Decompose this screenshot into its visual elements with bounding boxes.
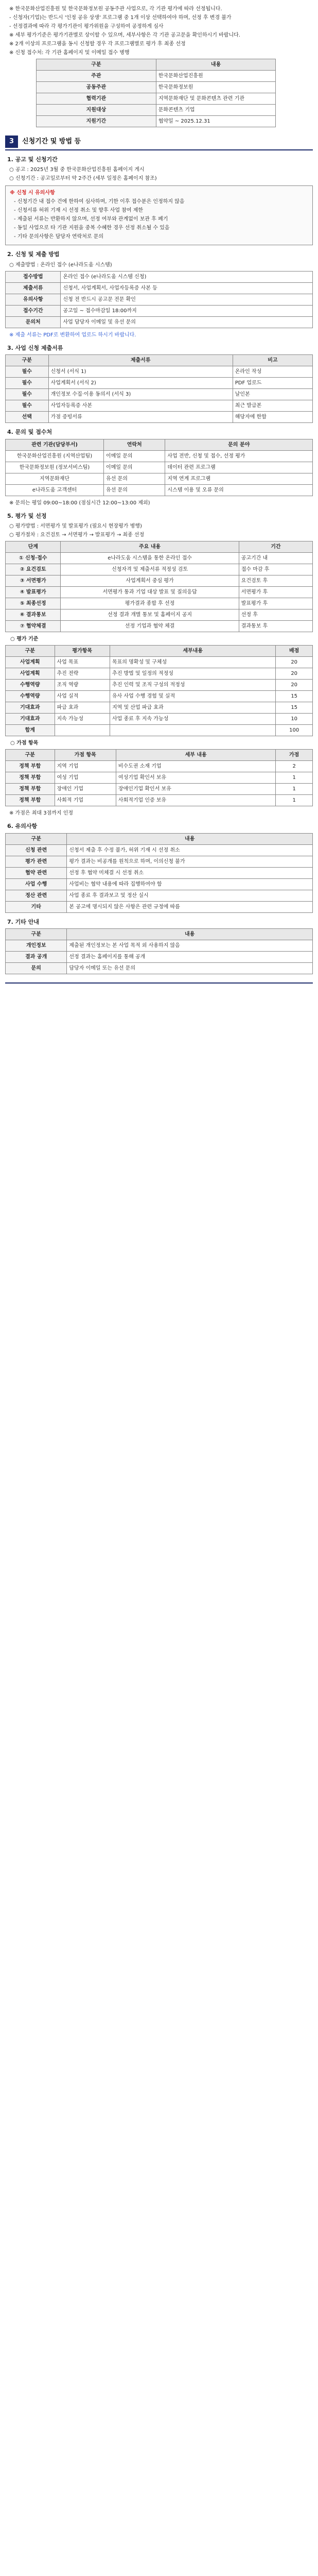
table-cell: 필수 <box>6 378 49 389</box>
table-row <box>6 844 313 856</box>
table-cell: 신청서, 사업계획서, 사업자등록증 사본 등 <box>61 282 313 294</box>
column-header: 관련 기관(담당부서) <box>6 439 104 450</box>
text-line: ○ 공고 : 2025년 3월 중 한국문화산업진흥원 홈페이지 게시 <box>9 167 145 173</box>
table-row <box>6 473 313 484</box>
table-cell: 사업 종료 후 지속 가능성 <box>110 714 275 725</box>
table-row <box>6 795 313 806</box>
contact-table <box>5 439 313 496</box>
table-cell: 해당자에 한함 <box>233 412 312 423</box>
table-cell: 추진 전략 <box>55 668 110 680</box>
table-cell: 한국문화정보원 <box>156 82 276 93</box>
footer-divider <box>5 982 313 984</box>
table-cell: 서면평가 통과 기업 대상 발표 및 질의응답 <box>61 587 239 598</box>
table-cell: 사업비는 협약 내용에 따라 집행하여야 함 <box>67 878 313 890</box>
table-row <box>6 282 313 294</box>
table-row <box>6 761 313 772</box>
section-number: 3 <box>5 135 18 148</box>
table-cell: 문의처 <box>6 316 61 328</box>
application-notice-box <box>5 185 313 245</box>
table-cell: 1 <box>276 772 313 784</box>
table-cell: 여성기업 확인서 보유 <box>116 772 275 784</box>
evaluation-steps-table <box>5 541 313 632</box>
intro-lines <box>5 5 313 57</box>
table-row <box>6 598 313 609</box>
section-3-header <box>5 135 313 150</box>
table-cell: 정책 부합 <box>6 761 55 772</box>
table-row <box>6 553 313 564</box>
evaluation-intro-lines <box>5 522 313 539</box>
table-cell: 지역문화재단 <box>6 473 104 484</box>
table-cell: 20 <box>276 657 313 668</box>
table-cell: 수행역량 <box>6 680 55 691</box>
table-row <box>6 668 313 680</box>
table-cell: ② 요건검토 <box>6 564 61 575</box>
text-line: ※ 한국문화산업진흥원 및 한국문화정보원 공동주관 사업으로, 각 기관 평가에 따라 선정됩니다. <box>9 6 222 12</box>
table-row <box>6 691 313 702</box>
submission-lines <box>5 261 313 269</box>
table-row <box>6 856 313 867</box>
table-cell: 필수 <box>6 366 49 378</box>
table-row <box>6 575 313 587</box>
table-row <box>6 564 313 575</box>
table-row <box>6 271 313 282</box>
criteria-table <box>5 645 313 736</box>
table-cell: 접수기간 <box>6 305 61 316</box>
table-cell: 가점 증빙서류 <box>48 412 233 423</box>
table-cell: 사회적 기업 <box>55 795 116 806</box>
table-cell: 최근 발급본 <box>233 400 312 412</box>
column-header: 구분 <box>6 355 49 366</box>
sub-heading-documents: 3. 사업 신청 제출서류 <box>7 344 63 351</box>
bonus-footer-note: ※ 가점은 최대 3점까지 인정 <box>9 810 74 816</box>
table-cell: 공고일 ~ 접수마감일 18:00까지 <box>61 305 313 316</box>
sub-heading-announcement: 1. 공고 및 신청기간 <box>7 156 58 163</box>
notice-heading: ※ 신청 시 유의사항 <box>10 190 55 196</box>
text-line: - 기타 문의사항은 담당자 연락처로 문의 <box>14 234 104 240</box>
column-header: 구분 <box>6 750 55 761</box>
text-line: - 선정결과에 따라 각 평가기관이 평가위원을 구성하여 공정하게 심사 <box>9 24 164 29</box>
column-header: 내용 <box>67 929 313 940</box>
text-line: ※ 세부 평가기준은 평가기관별로 상이할 수 있으며, 세부사항은 각 기관 공고문을 확인하시기 바랍니다. <box>9 32 240 38</box>
table-cell: 100 <box>276 725 313 736</box>
sub-heading-cautions: 6. 유의사항 <box>7 823 38 829</box>
column-header: 제출서류 <box>48 355 233 366</box>
submission-method-table <box>5 271 313 328</box>
table-cell: 사업 실적 <box>55 691 110 702</box>
table-row <box>6 784 313 795</box>
table-cell: 선정 후 협약 미체결 시 선정 취소 <box>67 867 313 878</box>
table-row <box>37 116 276 127</box>
table-cell: 신청서 (서식 1) <box>48 366 233 378</box>
table-row <box>6 305 313 316</box>
table-row <box>6 867 313 878</box>
table-cell: 문화콘텐츠 기업 <box>156 105 276 116</box>
column-header: 평가항목 <box>55 646 110 657</box>
column-header: 내용 <box>67 833 313 844</box>
submission-footer-note: ※ 제출 서류는 PDF로 변환하여 업로드 하시기 바랍니다. <box>9 332 136 338</box>
table-cell: 비수도권 소재 기업 <box>116 761 275 772</box>
table-cell: 선정 기업과 협약 체결 <box>61 621 239 632</box>
table-row <box>6 657 313 668</box>
announcement-lines <box>5 166 313 182</box>
table-cell: 10 <box>276 714 313 725</box>
column-header: 구분 <box>37 59 156 71</box>
table-cell: 장애인기업 확인서 보유 <box>116 784 275 795</box>
table-row <box>6 412 313 423</box>
table-cell: 신청 관련 <box>6 844 67 856</box>
table-cell: 공동주관 <box>37 82 156 93</box>
table-row <box>6 901 313 912</box>
table-cell: 한국문화정보원 (정보서비스팀) <box>6 462 104 473</box>
text-line: - 신청자(기업)는 반드시 '인정 공유 상생' 프로그램 중 1개 이상 선택하여야 하며, 선정 후 변경 불가 <box>9 15 232 21</box>
table-cell: ⑥ 결과통보 <box>6 609 61 621</box>
table-cell: 20 <box>276 668 313 680</box>
table-cell: 추진 방법 및 일정의 적정성 <box>110 668 275 680</box>
table-cell: ⑤ 최종선정 <box>6 598 61 609</box>
table-cell: 제출된 개인정보는 본 사업 목적 외 사용하지 않음 <box>67 940 313 952</box>
table-cell: 기대효과 <box>6 714 55 725</box>
table-cell: 2 <box>276 761 313 772</box>
sub-heading-evaluation: 5. 평가 및 선정 <box>7 512 47 519</box>
table-cell: ⑦ 협약체결 <box>6 621 61 632</box>
table-cell: 정책 부합 <box>6 772 55 784</box>
table-cell: e나라도움 고객센터 <box>6 484 104 496</box>
table-row <box>6 366 313 378</box>
table-row <box>6 294 313 305</box>
table-cell: 합계 <box>6 725 55 736</box>
table-cell: 지역 연계 프로그램 <box>165 473 313 484</box>
table-cell: 발표평가 후 <box>239 598 312 609</box>
table-row <box>37 93 276 105</box>
column-header: 내용 <box>156 59 276 71</box>
column-header: 비고 <box>233 355 312 366</box>
table-cell: 목표의 명확성 및 구체성 <box>110 657 275 668</box>
text-line: ※ 2개 이상의 프로그램을 동시 신청할 경우 각 프로그램별로 평가 후 최종 선정 <box>9 41 186 47</box>
table-row <box>6 890 313 901</box>
table-cell: 개인정보 수집·이용 동의서 (서식 3) <box>48 389 233 400</box>
table-cell: ① 신청·접수 <box>6 553 61 564</box>
table-cell: 본 공고에 명시되지 않은 사항은 관련 규정에 따름 <box>67 901 313 912</box>
table-cell: 지역문화재단 및 문화콘텐츠 관련 기관 <box>156 93 276 105</box>
table-cell: 온라인 작성 <box>233 366 312 378</box>
table-cell: 담당자 이메일 또는 유선 문의 <box>67 963 313 974</box>
table-cell: 기타 <box>6 901 67 912</box>
table-cell: 선정 결과는 홈페이지를 통해 공개 <box>67 952 313 963</box>
table-cell: 기대효과 <box>6 702 55 714</box>
table-row <box>6 621 313 632</box>
table-cell: 선정 후 <box>239 609 312 621</box>
column-header: 가점 항목 <box>55 750 116 761</box>
table-cell: 주관 <box>37 71 156 82</box>
table-cell: 여성 기업 <box>55 772 116 784</box>
table-cell: ③ 서면평가 <box>6 575 61 587</box>
column-header: 주요 내용 <box>61 541 239 553</box>
table-cell: 평가 결과는 비공개를 원칙으로 하며, 이의신청 불가 <box>67 856 313 867</box>
table-row <box>6 963 313 974</box>
table-cell: 한국문화산업진흥원 <box>156 71 276 82</box>
notice-list <box>10 198 308 241</box>
table-cell: 지원대상 <box>37 105 156 116</box>
text-line: ※ 신청 접수처: 각 기관 홈페이지 및 이메일 접수 병행 <box>9 50 130 56</box>
table-cell: 사업 수행 <box>6 878 67 890</box>
other-info-table <box>5 928 313 974</box>
table-row <box>6 316 313 328</box>
text-line: - 신청기간 내 접수 건에 한하여 심사하며, 기한 이후 접수분은 인정하지 않음 <box>14 199 185 205</box>
table-cell: 신청서 제출 후 수정 불가, 허위 기재 시 선정 취소 <box>67 844 313 856</box>
table-row <box>37 105 276 116</box>
text-line: ○ 평가방법 : 서면평가 및 발표평가 (필요시 현장평가 병행) <box>9 523 142 529</box>
sub-heading-contact: 4. 문의 및 접수처 <box>7 429 52 435</box>
cautions-table <box>5 833 313 913</box>
table-cell: 사업자등록증 사본 <box>48 400 233 412</box>
table-cell: 지역 및 산업 파급 효과 <box>110 702 275 714</box>
table-cell: 추진 인력 및 조직 구성의 적정성 <box>110 680 275 691</box>
table-cell: 1 <box>276 795 313 806</box>
documents-table <box>5 354 313 423</box>
table-cell: e나라도움 시스템을 통한 온라인 접수 <box>61 553 239 564</box>
table-cell: 데이터 관련 프로그램 <box>165 462 313 473</box>
column-header: 문의 분야 <box>165 439 313 450</box>
table-row <box>6 378 313 389</box>
table-row <box>6 587 313 598</box>
column-header: 구분 <box>6 929 67 940</box>
table-cell: 정책 부합 <box>6 795 55 806</box>
table-cell: 선택 <box>6 412 49 423</box>
table-row <box>6 714 313 725</box>
table-cell: 유선 문의 <box>104 473 165 484</box>
table-row <box>6 389 313 400</box>
table-cell: 선정 결과 개별 통보 및 홈페이지 공지 <box>61 609 239 621</box>
table-row <box>6 725 313 736</box>
column-header: 배점 <box>276 646 313 657</box>
table-cell: 정책 부합 <box>6 784 55 795</box>
table-cell: 사업계획서 (서식 2) <box>48 378 233 389</box>
table-cell: 문의 <box>6 963 67 974</box>
table-cell: 결과 공개 <box>6 952 67 963</box>
sub-heading-other: 7. 기타 안내 <box>7 918 39 925</box>
table-cell: 수행역량 <box>6 691 55 702</box>
table-cell <box>55 725 110 736</box>
table-cell <box>110 725 275 736</box>
section-title: 신청기간 및 방법 등 <box>22 138 81 145</box>
bonus-heading: ○ 가점 항목 <box>10 740 39 746</box>
column-header: 구분 <box>6 646 55 657</box>
table-cell: 조직 역량 <box>55 680 110 691</box>
table-row <box>6 952 313 963</box>
table-cell: 평가 관련 <box>6 856 67 867</box>
table-cell: 20 <box>276 680 313 691</box>
table-row <box>6 940 313 952</box>
table-cell: 사업계획 <box>6 657 55 668</box>
bonus-table <box>5 749 313 806</box>
table-cell: 신청 전 반드시 공고문 전문 확인 <box>61 294 313 305</box>
table-cell: 유선 문의 <box>104 484 165 496</box>
table-row <box>6 400 313 412</box>
table-cell: 제출서류 <box>6 282 61 294</box>
table-cell: 15 <box>276 691 313 702</box>
column-header: 세부 내용 <box>116 750 275 761</box>
table-cell: 이메일 문의 <box>104 462 165 473</box>
table-cell: 평가결과 종합 후 선정 <box>61 598 239 609</box>
table-cell: 한국문화산업진흥원 (지역산업팀) <box>6 450 104 462</box>
table-cell: 접수 마감 후 <box>239 564 312 575</box>
table-row <box>6 680 313 691</box>
column-header: 가점 <box>276 750 313 761</box>
column-header: 기간 <box>239 541 312 553</box>
table-cell: 접수방법 <box>6 271 61 282</box>
table-cell: 사업 담당자 이메일 및 유선 문의 <box>61 316 313 328</box>
table-cell: ④ 발표평가 <box>6 587 61 598</box>
text-line: - 동일 사업으로 타 기관 지원을 중복 수혜한 경우 선정 취소될 수 있음 <box>14 225 170 231</box>
table-cell: 사업계획서 중심 평가 <box>61 575 239 587</box>
column-header: 구분 <box>6 833 67 844</box>
table-cell: 사업 목표 <box>55 657 110 668</box>
table-cell: 1 <box>276 784 313 795</box>
table-cell: 공고기간 내 <box>239 553 312 564</box>
table-row <box>6 878 313 890</box>
text-line: - 제출된 서류는 반환하지 않으며, 선정 여부와 관계없이 보관 후 폐기 <box>14 216 168 222</box>
table-cell: 장애인 기업 <box>55 784 116 795</box>
table-cell: PDF 업로드 <box>233 378 312 389</box>
table-cell: 파급 효과 <box>55 702 110 714</box>
column-header: 단계 <box>6 541 61 553</box>
table-cell: 유의사항 <box>6 294 61 305</box>
table-cell: 날인본 <box>233 389 312 400</box>
table-cell: 사회적기업 인증 보유 <box>116 795 275 806</box>
table-row <box>6 702 313 714</box>
table-cell: 사업 종료 후 결과보고 및 정산 실시 <box>67 890 313 901</box>
text-line: ○ 평가절차 : 요건검토 → 서면평가 → 발표평가 → 최종 선정 <box>9 532 145 538</box>
table-cell: 협력기관 <box>37 93 156 105</box>
intro-section <box>5 5 313 127</box>
table-cell: 필수 <box>6 400 49 412</box>
text-line: ○ 신청기간 : 공고일로부터 약 2주간 (세부 일정은 홈페이지 참조) <box>9 176 157 181</box>
intro-table <box>36 59 276 127</box>
criteria-heading: ○ 평가 기준 <box>10 636 39 642</box>
table-row <box>6 484 313 496</box>
table-cell: 협약일 ~ 2025.12.31 <box>156 116 276 127</box>
table-cell: 유사 사업 수행 경험 및 실적 <box>110 691 275 702</box>
table-cell: 사업 전반, 신청 및 접수, 선정 평가 <box>165 450 313 462</box>
table-cell: 서면평가 후 <box>239 587 312 598</box>
table-cell: 정산 관련 <box>6 890 67 901</box>
column-header: 세부내용 <box>110 646 275 657</box>
table-cell: 개인정보 <box>6 940 67 952</box>
table-row <box>37 71 276 82</box>
table-row <box>6 772 313 784</box>
table-cell: 이메일 문의 <box>104 450 165 462</box>
table-row <box>6 609 313 621</box>
table-cell: 지원기간 <box>37 116 156 127</box>
table-cell: 결과통보 후 <box>239 621 312 632</box>
table-row <box>37 82 276 93</box>
table-cell: 필수 <box>6 389 49 400</box>
text-line: - 신청서류 허위 기재 시 선정 취소 및 향후 사업 참여 제한 <box>14 208 144 213</box>
table-cell: 지역 기업 <box>55 761 116 772</box>
table-cell: 지속 가능성 <box>55 714 110 725</box>
table-cell: 요건검토 후 <box>239 575 312 587</box>
column-header: 연락처 <box>104 439 165 450</box>
table-cell: 시스템 이용 및 오류 문의 <box>165 484 313 496</box>
table-cell: 15 <box>276 702 313 714</box>
text-line: ○ 제출방법 : 온라인 접수 (e나라도움 시스템) <box>9 262 112 268</box>
table-cell: 신청자격 및 제출서류 적정성 검토 <box>61 564 239 575</box>
table-cell: 사업계획 <box>6 668 55 680</box>
sub-heading-submission: 2. 신청 및 제출 방법 <box>7 251 60 258</box>
table-row <box>6 462 313 473</box>
table-cell: 온라인 접수 (e나라도움 시스템 신청) <box>61 271 313 282</box>
table-row <box>6 450 313 462</box>
contact-footer-note: ※ 문의는 평일 09:00~18:00 (점심시간 12:00~13:00 제외) <box>9 500 150 506</box>
table-cell: 협약 관련 <box>6 867 67 878</box>
